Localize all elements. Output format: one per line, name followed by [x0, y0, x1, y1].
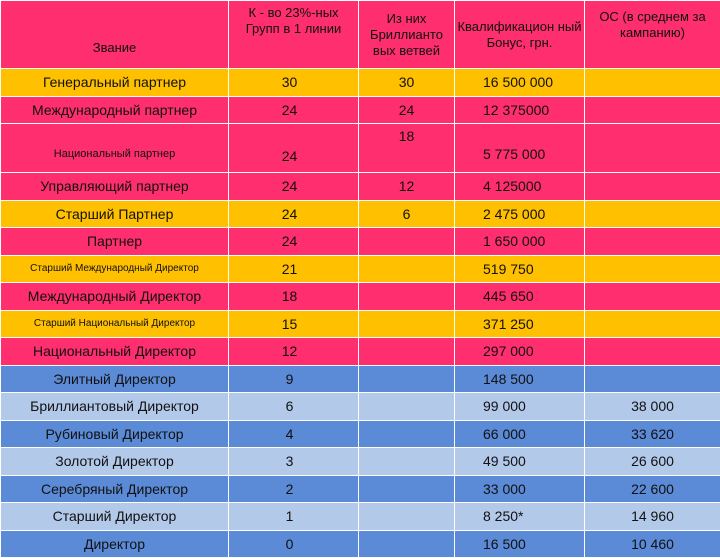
branches-count — [359, 338, 455, 366]
os-value: 22 600 — [585, 475, 720, 503]
branches-count — [359, 365, 455, 393]
groups-count: 4 — [229, 420, 359, 448]
groups-count: 24 — [229, 200, 359, 228]
branches-count: 6 — [359, 200, 455, 228]
os-value — [585, 200, 720, 228]
bonus-value: 4 125000 — [455, 173, 585, 201]
rank-title: Старший Национальный Директор — [1, 310, 229, 338]
branches-count — [359, 393, 455, 421]
header-branches: Из них Бриллианто вых ветвей — [359, 1, 455, 69]
rank-title: Международный Директор — [1, 283, 229, 311]
bonus-value: 12 375000 — [455, 96, 585, 124]
table-row — [1, 393, 720, 421]
bonus-value: 8 250* — [455, 503, 585, 531]
bonus-value: 16 500 — [455, 530, 585, 558]
rank-title: Элитный Директор — [1, 365, 229, 393]
table-row — [1, 283, 720, 311]
bonus-value: 148 500 — [455, 365, 585, 393]
bonus-value: 371 250 — [455, 310, 585, 338]
table-row — [1, 255, 720, 283]
branches-count — [359, 503, 455, 531]
os-value: 10 460 — [585, 530, 720, 558]
branches-count — [359, 448, 455, 476]
bonus-value: 2 475 000 — [455, 200, 585, 228]
groups-count: 24 — [229, 96, 359, 124]
bonus-value: 445 650 — [455, 283, 585, 311]
os-value — [585, 338, 720, 366]
rank-title: Бриллиантовый Директор — [1, 393, 229, 421]
os-value — [585, 69, 720, 97]
groups-count: 15 — [229, 310, 359, 338]
rank-title: Директор — [1, 530, 229, 558]
rank-title: Партнер — [1, 228, 229, 256]
bonus-value: 49 500 — [455, 448, 585, 476]
groups-count: 6 — [229, 393, 359, 421]
os-value: 14 960 — [585, 503, 720, 531]
table-row — [1, 96, 720, 124]
rank-title: Старший Директор — [1, 503, 229, 531]
groups-count: 3 — [229, 448, 359, 476]
branches-count: 12 — [359, 173, 455, 201]
rank-title: Старший Международный Директор — [1, 255, 229, 283]
bonus-value: 1 650 000 — [455, 228, 585, 256]
branches-count — [359, 255, 455, 283]
os-value — [585, 124, 720, 173]
table-row — [1, 448, 720, 476]
rank-title: Управляющий партнер — [1, 173, 229, 201]
branches-count — [359, 475, 455, 503]
branches-count — [359, 228, 455, 256]
branches-count — [359, 310, 455, 338]
rank-title: Национальный партнер — [1, 124, 229, 173]
table-row — [1, 530, 720, 558]
branches-count — [359, 420, 455, 448]
rank-title: Рубиновый Директор — [1, 420, 229, 448]
bonus-value: 33 000 — [455, 475, 585, 503]
groups-count: 18 — [229, 283, 359, 311]
rank-title: Золотой Директор — [1, 448, 229, 476]
table-row — [1, 420, 720, 448]
table-row — [1, 338, 720, 366]
groups-count: 24 — [229, 228, 359, 256]
table-row — [1, 124, 720, 173]
bonus-value: 99 000 — [455, 393, 585, 421]
table-row — [1, 310, 720, 338]
os-value — [585, 173, 720, 201]
os-value — [585, 96, 720, 124]
table-row — [1, 503, 720, 531]
header-title: Звание — [1, 1, 229, 69]
header-os: ОС (в среднем за кампанию) — [585, 1, 720, 69]
os-value: 26 600 — [585, 448, 720, 476]
bonus-value: 297 000 — [455, 338, 585, 366]
branches-count — [359, 283, 455, 311]
header-groups: К - во 23%-ных Групп в 1 линии — [229, 1, 359, 69]
table-row — [1, 200, 720, 228]
groups-count: 24 — [229, 173, 359, 201]
rank-title: Национальный Директор — [1, 338, 229, 366]
os-value — [585, 365, 720, 393]
groups-count: 30 — [229, 69, 359, 97]
groups-count: 1 — [229, 503, 359, 531]
groups-count: 24 — [229, 124, 359, 173]
branches-count: 24 — [359, 96, 455, 124]
table-header-row — [1, 1, 720, 69]
rank-title: Генеральный партнер — [1, 69, 229, 97]
branches-count — [359, 530, 455, 558]
rank-title: Международный партнер — [1, 96, 229, 124]
groups-count: 2 — [229, 475, 359, 503]
table-row — [1, 475, 720, 503]
table-row — [1, 69, 720, 97]
os-value: 38 000 — [585, 393, 720, 421]
groups-count: 21 — [229, 255, 359, 283]
branches-count: 18 — [359, 124, 455, 173]
os-value — [585, 283, 720, 311]
os-value: 33 620 — [585, 420, 720, 448]
bonus-value: 5 775 000 — [455, 124, 585, 173]
groups-count: 0 — [229, 530, 359, 558]
bonus-value: 16 500 000 — [455, 69, 585, 97]
rank-title: Серебряный Директор — [1, 475, 229, 503]
table-row — [1, 228, 720, 256]
bonus-value: 519 750 — [455, 255, 585, 283]
os-value — [585, 255, 720, 283]
table-row — [1, 365, 720, 393]
table-row — [1, 173, 720, 201]
os-value — [585, 228, 720, 256]
branches-count: 30 — [359, 69, 455, 97]
header-bonus: Квалификацион ный Бонус, грн. — [455, 1, 585, 69]
groups-count: 9 — [229, 365, 359, 393]
bonus-value: 66 000 — [455, 420, 585, 448]
rank-title: Старший Партнер — [1, 200, 229, 228]
os-value — [585, 310, 720, 338]
groups-count: 12 — [229, 338, 359, 366]
